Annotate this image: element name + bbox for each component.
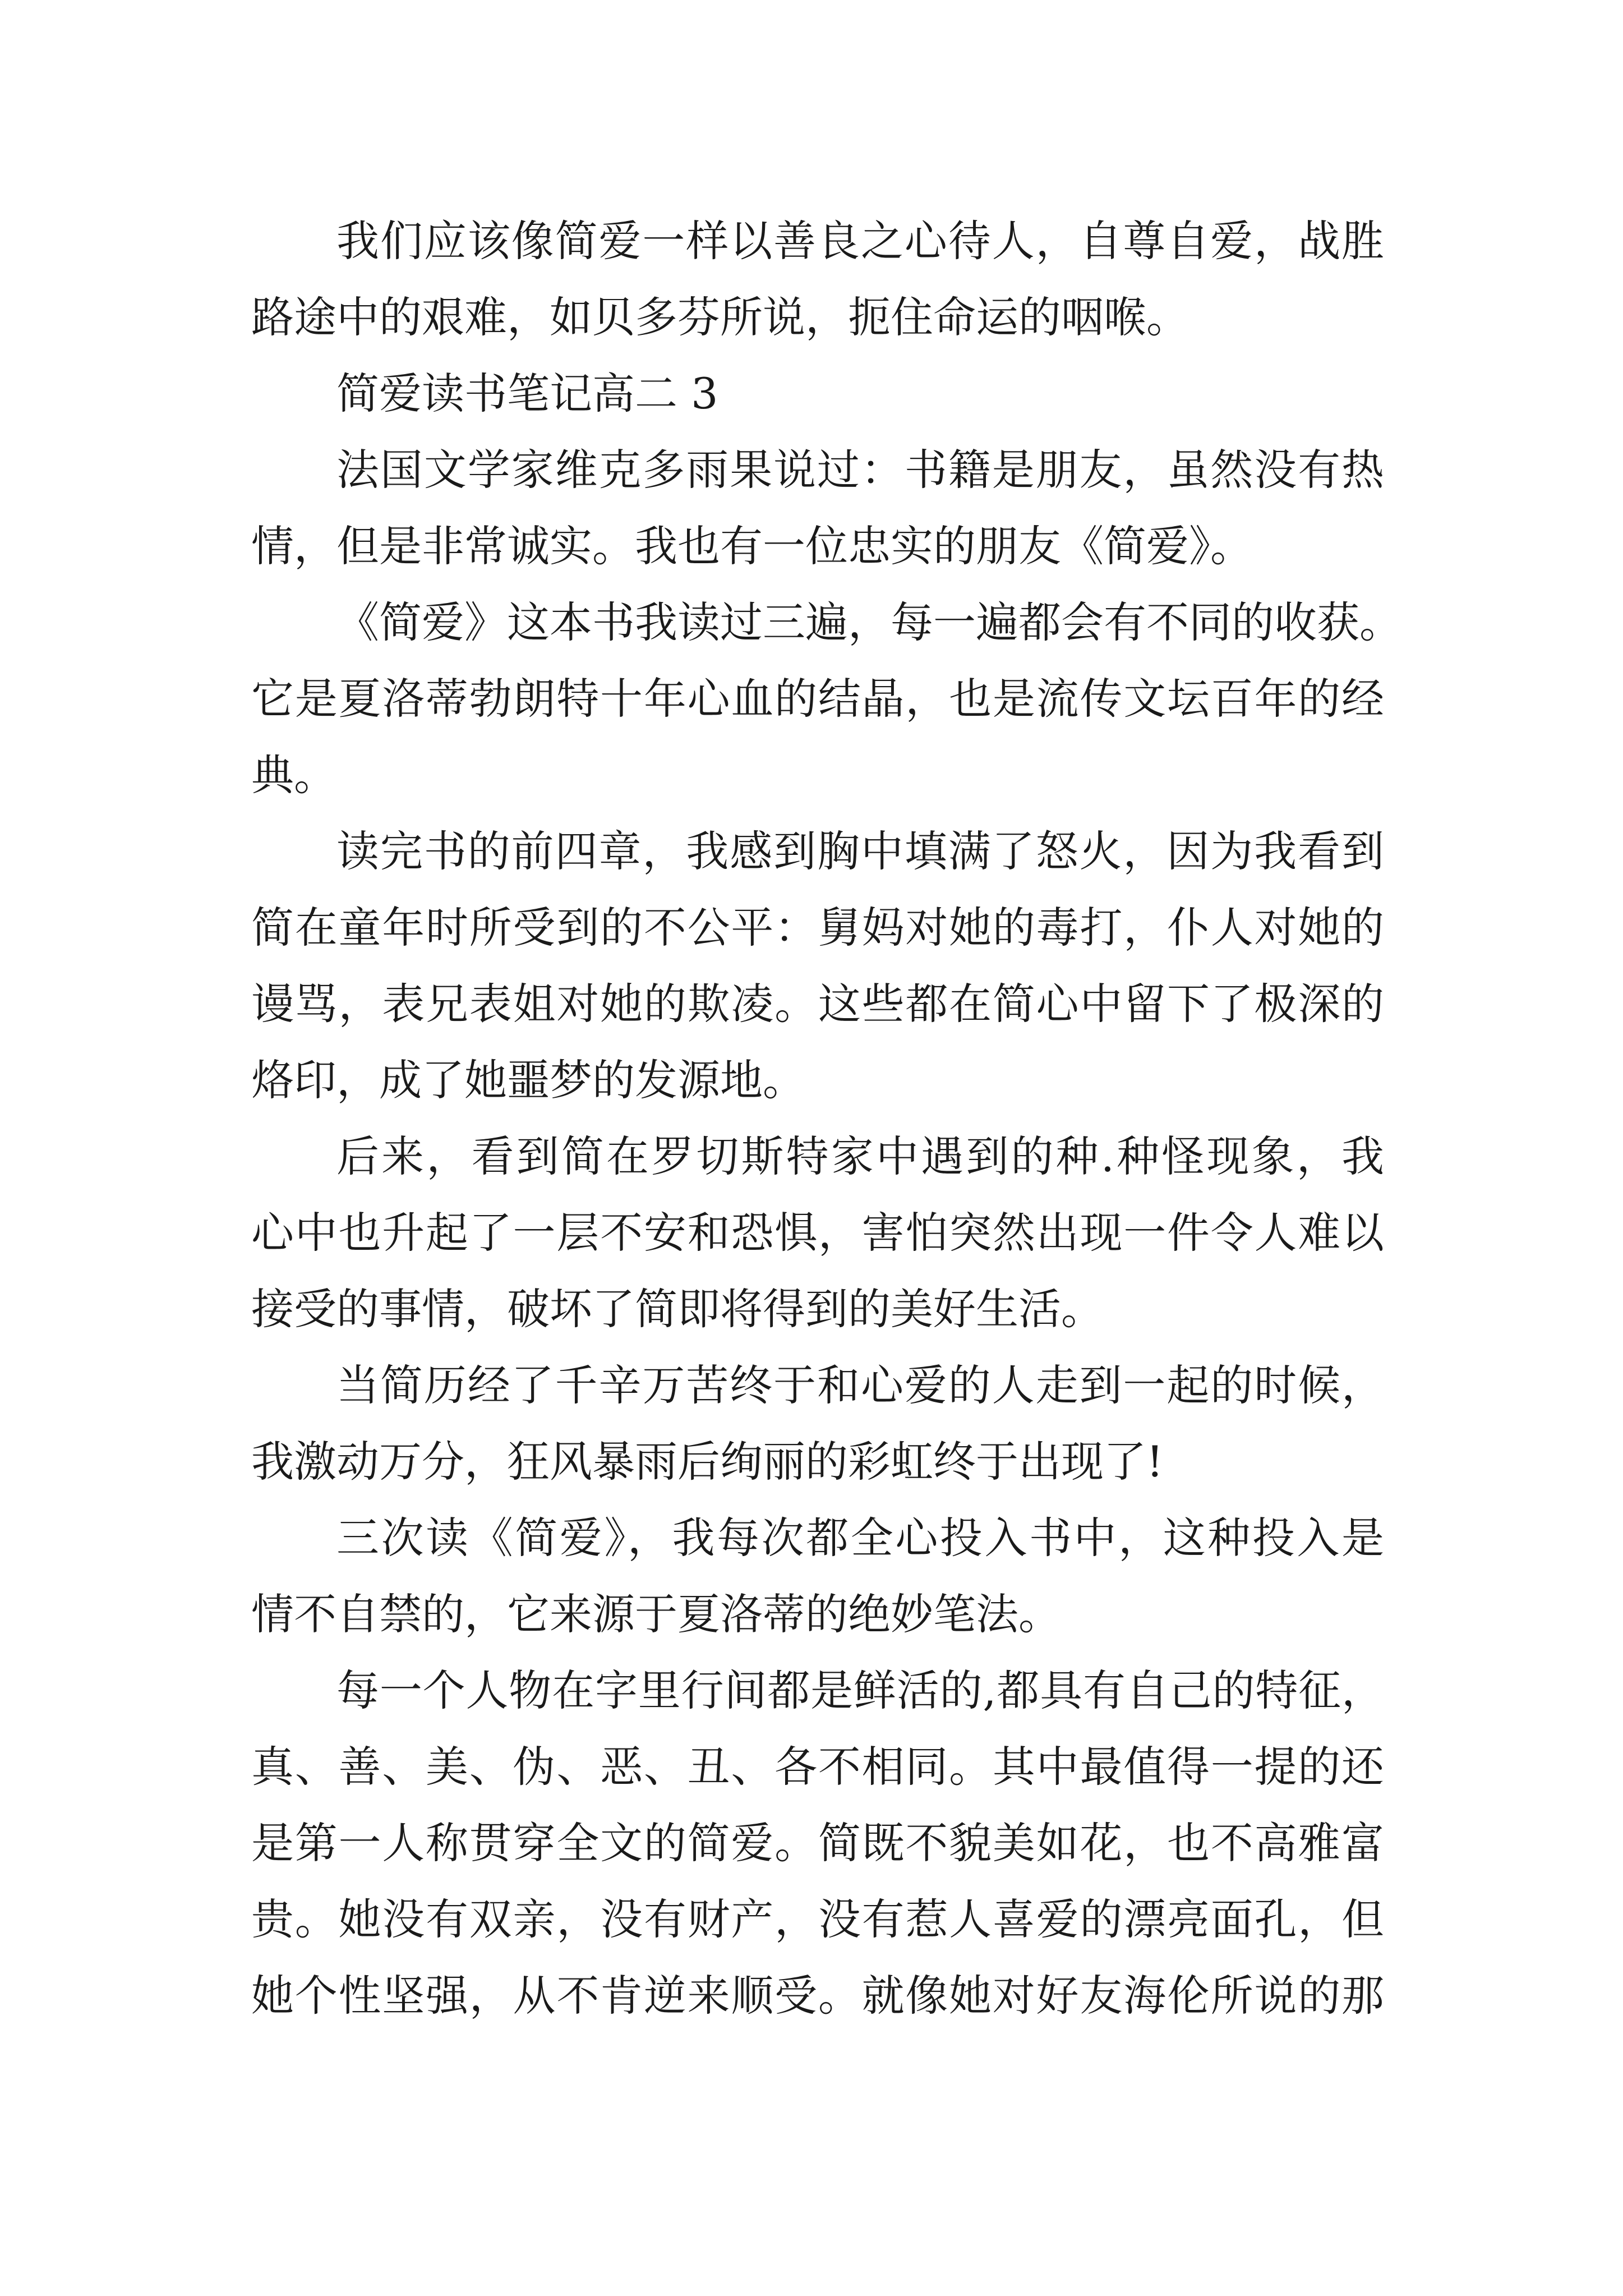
paragraph-line: 是第一人称贯穿全文的简爱。简既不貌美如花，也不高雅富 xyxy=(251,1818,1384,1868)
paragraph-line: 烙印，成了她噩梦的发源地。 xyxy=(251,1055,805,1105)
paragraph-line: 接受的事情，破坏了简即将得到的美好生活。 xyxy=(251,1284,1104,1334)
paragraph-line: 谩骂，表兄表姐对她的欺凌。这些都在简心中留下了极深的 xyxy=(251,979,1384,1029)
paragraph-line: 真、善、美、伪、恶、丑、各不相同。其中最值得一提的还 xyxy=(251,1742,1384,1792)
paragraph-line: 每一个人物在字里行间都是鲜活的,都具有自己的特征， xyxy=(336,1665,1384,1715)
paragraph-line: 简在童年时所受到的不公平：舅妈对她的毒打，仆人对她的 xyxy=(251,903,1384,953)
body-text xyxy=(251,203,1402,2034)
paragraph-line: 情不自禁的，它来源于夏洛蒂的绝妙笔法。 xyxy=(251,1589,1061,1639)
paragraph-line: 路途中的艰难，如贝多芬所说，扼住命运的咽喉。 xyxy=(251,292,1189,342)
paragraph-line: 贵。她没有双亲，没有财产，没有惹人喜爱的漂亮面孔，但 xyxy=(251,1894,1384,1944)
paragraph-line: 情，但是非常诚实。我也有一位忠实的朋友《简爱》。 xyxy=(251,521,1253,571)
paragraph-line: 心中也升起了一层不安和恐惧，害怕突然出现一件令人难以 xyxy=(251,1208,1384,1258)
paragraph-line: 她个性坚强，从不肯逆来顺受。就像她对好友海伦所说的那 xyxy=(251,1971,1384,2021)
paragraph-line: 法国文学家维克多雨果说过：书籍是朋友，虽然没有热 xyxy=(336,445,1384,495)
paragraph-line: 三次读《简爱》，我每次都全心投入书中，这种投入是 xyxy=(336,1513,1384,1563)
paragraph-line: 《简爱》这本书我读过三遍，每一遍都会有不同的收获。 xyxy=(336,597,1402,647)
paragraph-line: 典。 xyxy=(251,750,336,800)
section-heading: 简爱读书笔记高二 3 xyxy=(336,369,718,418)
paragraph-line: 读完书的前四章，我感到胸中填满了怒火，因为我看到 xyxy=(336,826,1384,876)
paragraph-line: 它是夏洛蒂勃朗特十年心血的结晶，也是流传文坛百年的经 xyxy=(251,674,1384,724)
paragraph-line: 后来，看到简在罗切斯特家中遇到的种.种怪现象，我 xyxy=(336,1131,1384,1181)
paragraph-line: 我激动万分，狂风暴雨后绚丽的彩虹终于出现了! xyxy=(251,1437,1164,1487)
paragraph-line: 我们应该像简爱一样以善良之心待人，自尊自爱，战胜 xyxy=(336,216,1384,266)
paragraph-line: 当简历经了千辛万苦终于和心爱的人走到一起的时候， xyxy=(336,1360,1384,1410)
